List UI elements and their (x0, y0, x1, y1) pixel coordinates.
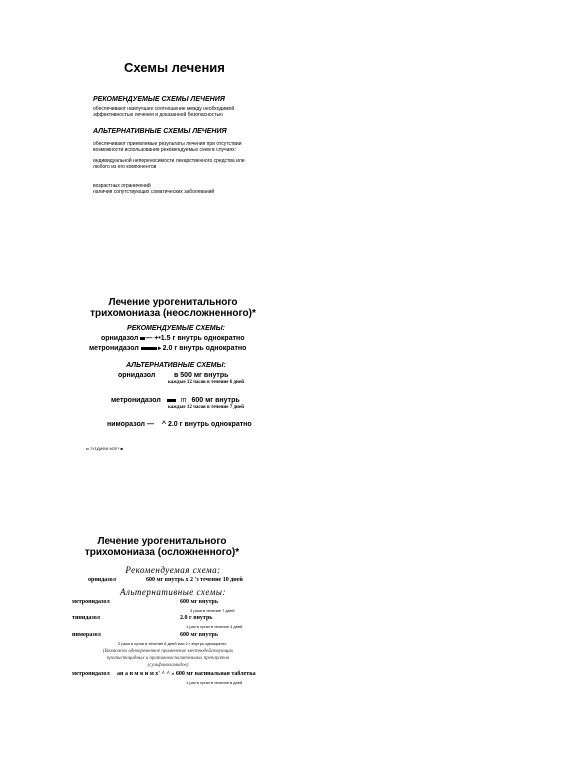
case-intolerance-2: любого из его компонентов (93, 164, 157, 170)
alt-tinidazole-note: 1 раз в сутки в течение 3 дней (186, 624, 243, 629)
alt-tinidazole-drug: тинидазол (72, 615, 101, 621)
alt-ornidazole-drug: орнидазол (118, 372, 156, 379)
alt-metronidazole-drug: метронидазол (72, 599, 110, 605)
italic-note-1: (Возможно одновременное применение местнодействующих (102, 649, 234, 654)
alt-metronidazole-note: 3 раза в течение 7 дней (190, 608, 235, 613)
drug-name: орнидазол (101, 335, 139, 342)
local-metronidazole-note: 1 раз в сутки в течение в дней (186, 680, 243, 685)
rec-ornidazole-drug: орнидазол (88, 577, 116, 583)
slide2-recommended-heading: РЕКОМЕНДУЕМЫЕ СХЕМЫ: (127, 325, 225, 332)
rec-ornidazole-dose: 600 мг внутрь х 2 'з течение 10 дней (146, 577, 243, 583)
alt-metronidazole-note: каждые 12 часов в течение 7 дней (168, 405, 244, 410)
alternative-schemes-text-1: обеспечивают приемлемые результаты лечения при отсутствии (93, 141, 242, 147)
local-metronidazole-drug: метронидазол (72, 671, 110, 677)
alternative-schemes-heading: АЛЬТЕРНАТИВНЫЕ СХЕМЫ ЛЕЧЕНИЯ (93, 128, 227, 135)
slide3-title-line1: Лечение урогенитального (97, 536, 227, 547)
alt-tinidazole-dose: 2.0 г внутрь (180, 615, 213, 621)
alt-ornidazole-dose: в 500 мг внутрь (174, 372, 229, 379)
recommended-schemes-heading: РЕКОМЕНДУЕМЫЕ СХЕМЫ ЛЕЧЕНИЯ (93, 96, 225, 103)
case-comorbidity: наличия сопутствующих соматических заболеваний (93, 189, 215, 195)
recommended-schemes-text-1: обеспечивают наилучшее соотношение между необходимой (93, 106, 235, 112)
slide2-footnote: м ?У1ДИФИ МЭГ* ■ (86, 446, 123, 451)
slide2-title-line1: Лечение урогенитального (108, 297, 238, 308)
italic-note-3: (сульфаниламидов) (147, 663, 189, 668)
dose: 600 мг внутрь (191, 397, 240, 404)
slide3-alternative-heading: Альтернативные схемы: (119, 587, 227, 597)
rec-ornidazole-row: орнидазол — +•1.5 г внутрь однократно (101, 335, 245, 342)
drug-name: ниморазол — (107, 421, 154, 428)
dose: 2.0 г внутрь однократно (162, 345, 247, 352)
dose: +•1.5 г внутрь однократно (154, 335, 245, 342)
slide3-recommended-heading: Рекомендуемая схема: (125, 565, 221, 575)
italic-note-2: протистоцидных и противовоспалительных препаратов (106, 656, 230, 661)
alt-metronidazole-dose: 600 мг внутрь (180, 599, 219, 605)
slide2-alternative-heading: АЛЬТЕРНАТИВНЫЕ СХЕМЫ: (126, 362, 226, 369)
dose: ^ 2.0 г внутрь однократно (161, 421, 252, 428)
local-metronidazole-dose: ан а н м в и м x' ^ ^ » 600 мг вагинальная таблетка (117, 671, 256, 677)
case-age: возрастных ограничений (93, 183, 151, 189)
drug-name: метронидазол (89, 345, 139, 352)
alt-nimorazole-drug: ниморазол (72, 632, 101, 638)
case-intolerance-1: индивидуальной непереносимости лекарственного средства или (93, 158, 245, 164)
bar-icon (167, 399, 176, 402)
alt-nimorazole-note: 2 раза в сутки в течение 6 дней или 2 г внутрь однократно (118, 641, 227, 646)
drug-name: метронидазол (111, 397, 161, 404)
alt-nimorazole-row (107, 421, 252, 428)
arrow-bar-icon (141, 347, 157, 350)
rec-metronidazole-row: метронидазол ►2.0 г внутрь однократно (89, 345, 247, 352)
alternative-schemes-text-2: возможности использования рекомендуемых схем в случаях: (93, 147, 237, 153)
alt-ornidazole-note: каждые 12 часов в течение 6 дней (168, 380, 244, 385)
slide2-title-line2: трихомониаза (неосложненного)* (90, 308, 256, 319)
alt-nimorazole-dose: 600 мг внутрь (180, 632, 219, 638)
slide1-title: Схемы лечения (124, 60, 225, 75)
alt-metronidazole-row: метронидазол m 600 мг внутрь (111, 397, 240, 404)
slide3-title-line2: трихомониаза (осложненного)* (84, 547, 240, 558)
recommended-schemes-text-2: эффективностью лечения и доказанной безопасностью (93, 112, 223, 118)
